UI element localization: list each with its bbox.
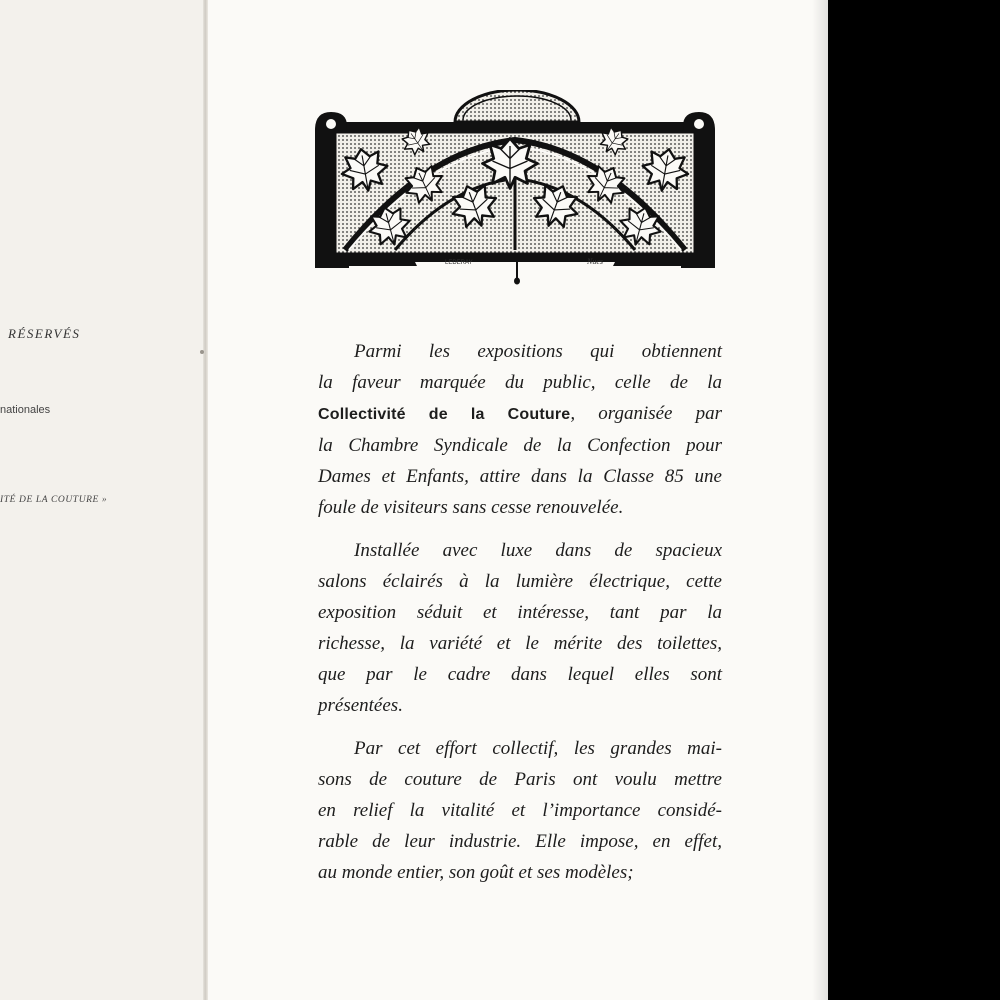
vignette-signature-right: Nues <box>587 257 603 266</box>
text-line: exposition séduit et intéresse, tant par la <box>318 602 722 623</box>
left-page <box>0 0 205 1000</box>
left-page-couture-text: ITÉ DE LA COUTURE » <box>0 495 108 505</box>
left-page-reserves-text: RÉSERVÉS <box>8 326 81 341</box>
text-line: foule de visiteurs sans cesse renouvelée. <box>318 497 624 518</box>
text-line: Installée avec luxe dans de spacieux <box>354 540 722 561</box>
text-line: sons de couture de Paris ont voulu mettre <box>318 769 722 790</box>
text-line: que par le cadre dans lequel elles sont <box>318 664 722 685</box>
text-line: Par cet effort collectif, les grandes mai- <box>354 738 722 759</box>
paragraph <box>318 733 722 888</box>
left-page-nationales-text: nationales <box>0 404 51 416</box>
body-text <box>318 336 722 900</box>
text-line: présentées. <box>318 695 403 716</box>
vignette-signature-left: LEDERAY <box>445 260 473 266</box>
text-fragment: , organisée par <box>570 403 722 424</box>
text-line: la faveur marquée du public, celle de la <box>318 372 722 393</box>
text-line: en relief la vitalité et l’importance considé- <box>318 800 722 821</box>
art-nouveau-vignette <box>305 90 725 285</box>
text-line: salons éclairés à la lumière électrique, cette <box>318 571 722 592</box>
paragraph <box>318 336 722 523</box>
paragraph <box>318 535 722 721</box>
text-line: rable de leur industrie. Elle impose, en effet, <box>318 831 722 852</box>
page-edge-shadow <box>812 0 828 1000</box>
binding-mark <box>200 350 204 354</box>
text-line <box>318 398 722 430</box>
text-line: Parmi les expositions qui obtiennent <box>354 341 722 362</box>
collectivite-heading: Collectivité de la Couture <box>318 406 571 423</box>
text-line: au monde entier, son goût et ses modèles; <box>318 862 634 883</box>
text-line: Dames et Enfants, attire dans la Classe 85 une <box>318 466 722 487</box>
text-line: la Chambre Syndicale de la Confection pour <box>318 435 722 456</box>
text-line: richesse, la variété et le mérite des toilettes, <box>318 633 722 654</box>
